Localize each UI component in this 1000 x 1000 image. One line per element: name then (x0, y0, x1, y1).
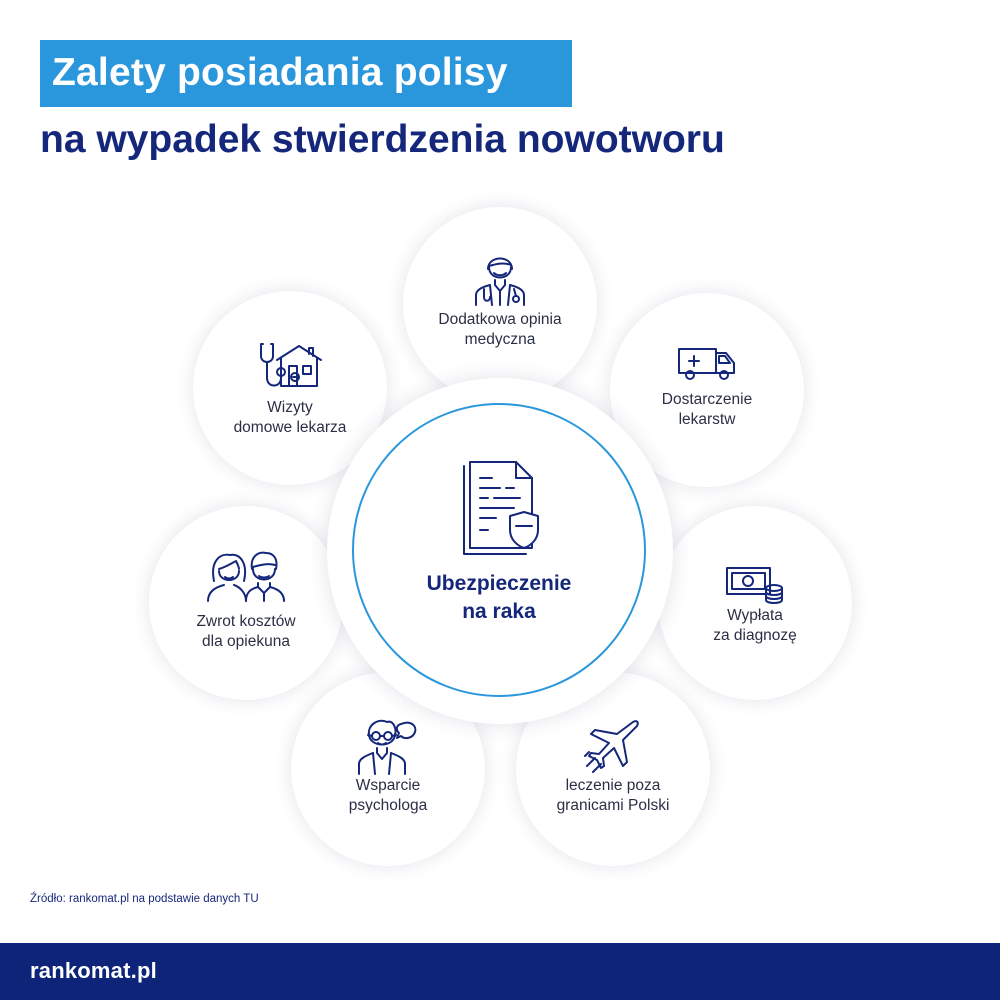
page-title: Zalety posiadania polisy (52, 51, 508, 94)
airplane-icon (583, 716, 643, 776)
benefit-label: medyczna (464, 331, 536, 348)
benefit-label: Wypłata (727, 607, 783, 624)
source-note: Źródło: rankomat.pl na podstawie danych TU (30, 893, 259, 905)
money-icon (724, 564, 786, 604)
doctor-icon (470, 247, 530, 307)
benefit-label: lekarstw (678, 411, 736, 428)
caregivers-icon (206, 551, 286, 603)
benefit-label: Wsparcie (355, 777, 421, 794)
benefit-label: Zwrot kosztów (196, 613, 296, 630)
benefit-label: psychologa (348, 797, 428, 814)
benefit-label: Wizyty (267, 399, 313, 416)
psychologist-icon (357, 716, 419, 776)
benefit-label: Dostarczenie (661, 391, 753, 408)
page-subtitle: na wypadek stwierdzenia nowotworu (40, 118, 725, 161)
benefit-label: dla opiekuna (202, 633, 290, 650)
document-shield-icon (460, 460, 540, 560)
benefit-label: granicami Polski (556, 797, 670, 814)
benefit-label: domowe lekarza (233, 419, 347, 436)
benefit-label: Dodatkowa opinia (438, 311, 562, 328)
ambulance-icon (676, 343, 738, 383)
benefit-label: leczenie poza (565, 777, 661, 794)
benefit-label: za diagnozę (713, 627, 797, 644)
brand-logo[interactable]: rankomat.pl (30, 958, 157, 983)
benefit-caregiver (149, 506, 343, 700)
benefit-opinion (403, 207, 597, 401)
center-title-line1: Ubezpieczenie (426, 572, 572, 595)
house-stethoscope-icon (257, 340, 323, 392)
center-title-line2: na raka (462, 600, 536, 623)
benefit-payout (658, 506, 852, 700)
